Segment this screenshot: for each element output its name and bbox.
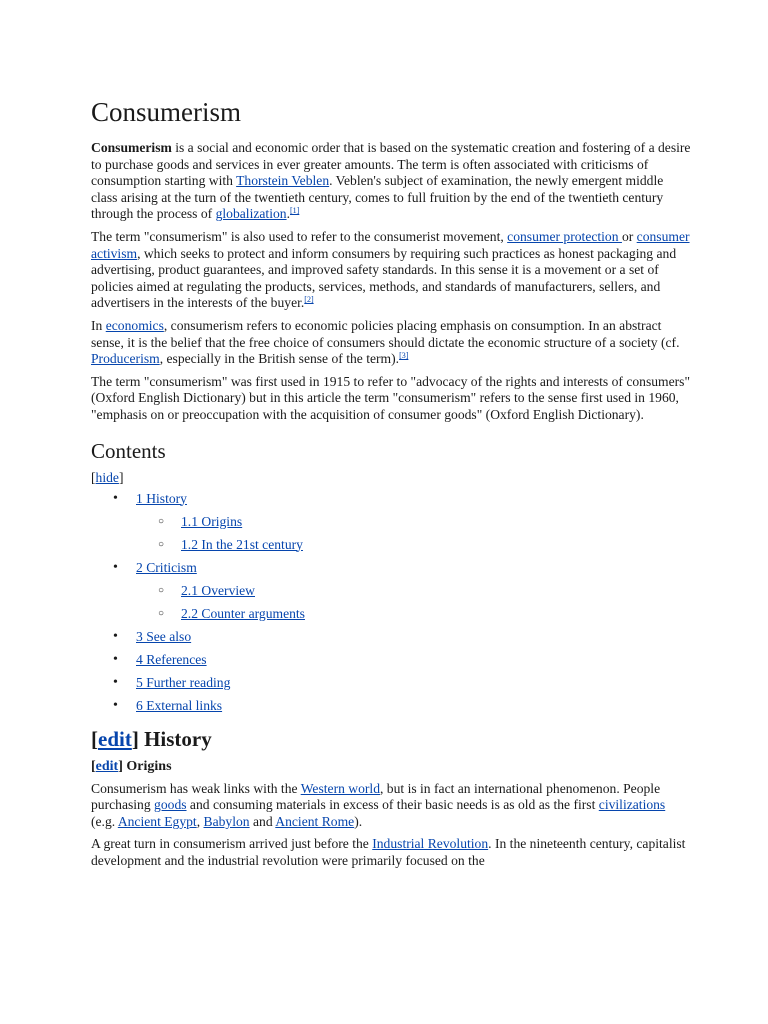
toc-item (91, 560, 691, 622)
contents-toggle: [hide] (91, 469, 124, 485)
link-thorstein-veblen[interactable]: Thorstein Veblen (236, 173, 330, 189)
article (91, 94, 691, 875)
toc-subitem (136, 606, 691, 622)
toc-item (91, 629, 691, 645)
toc-item (91, 675, 691, 691)
toc-link-counter-arguments[interactable]: 2.2 Counter arguments (181, 605, 305, 621)
intro-paragraph-4: The term "consumerism" was first used in 1915 to refer to "advocacy of the rights and interests of consumers" (Oxford English Dictionary) but in this article the term "consumerism" refers to the sense first used in 1960, "emphasis on or preoccupation with the acquisition of consumer goods" (Oxford English Dictionary). (91, 373, 691, 422)
link-producerism[interactable]: Producerism (91, 351, 160, 367)
link-economics[interactable]: economics (105, 317, 164, 333)
origins-paragraph-2: A great turn in consumerism arrived just before the Industrial Revolution. In the nineteenth century, capitalist development and the industrial revolution were primarily focused on the (91, 836, 686, 868)
toc-item (91, 652, 691, 668)
link-industrial-revolution[interactable]: Industrial Revolution (372, 836, 489, 852)
toc-item (91, 491, 691, 553)
origins-paragraph-1: Consumerism has weak links with the Western world, but is in fact an international phenomenon. People purchasing goods and consuming materials in excess of their basic needs is as old as the first civilizations (e.g. Ancient Egypt, Babylon and Ancient Rome). (91, 780, 666, 829)
toc-subitem (136, 514, 691, 530)
toc-link-criticism[interactable]: 2 Criticism (136, 559, 197, 575)
link-ancient-rome[interactable]: Ancient Rome (275, 813, 355, 829)
contents-heading: Contents (91, 438, 166, 463)
link-ancient-egypt[interactable]: Ancient Egypt (117, 813, 197, 829)
link-babylon[interactable]: Babylon (203, 813, 250, 829)
reference-link-3[interactable]: [3] (399, 351, 409, 361)
toc-link-origins[interactable]: 1.1 Origins (181, 513, 243, 529)
term-bold: Consumerism (91, 140, 172, 155)
intro-paragraph-3: In economics, consumerism refers to economic policies placing emphasis on consumption. In an abstract sense, it is the belief that the free choice of consumers should dictate the economic structure of a society (cf. Producerism, especially in the British sense of the term).[3] (91, 317, 680, 367)
link-goods[interactable]: goods (154, 797, 187, 813)
page-title: Consumerism (91, 97, 242, 127)
link-western-world[interactable]: Western world (300, 780, 380, 796)
reference-link-1[interactable]: [1] (289, 206, 300, 216)
toc-link-further-reading[interactable]: 5 Further reading (136, 674, 231, 690)
link-civilizations[interactable]: civilizations (598, 797, 666, 813)
toc-subitem (136, 583, 691, 599)
table-of-contents (91, 491, 691, 714)
toc-link-overview[interactable]: 2.1 Overview (181, 582, 255, 598)
toc-link-references[interactable]: 4 References (136, 651, 207, 667)
toc-link-see-also[interactable]: 3 See also (136, 628, 192, 644)
toc-link-external-links[interactable]: 6 External links (136, 697, 223, 713)
edit-history-link[interactable]: edit (98, 726, 132, 751)
link-globalization[interactable]: globalization (215, 206, 287, 222)
toc-subitem (136, 537, 691, 553)
history-heading: [edit] History (91, 726, 212, 751)
hide-contents-link[interactable]: hide (95, 469, 119, 485)
reference-link-2[interactable]: [2] (304, 295, 314, 305)
link-consumer-protection[interactable]: consumer protection (507, 228, 622, 244)
origins-heading: [edit] Origins (91, 758, 172, 774)
edit-origins-link[interactable]: edit (95, 758, 119, 774)
toc-link-history[interactable]: 1 History (136, 490, 187, 506)
toc-link-21st-century[interactable]: 1.2 In the 21st century (181, 536, 303, 552)
link-consumer-activism[interactable]: consumer activism (91, 228, 690, 261)
toc-item (91, 698, 691, 714)
intro-paragraph-2: The term "consumerism" is also used to refer to the consumerist movement, consumer protection or consumer activism, which seeks to protect and inform consumers by requiring such practices as honest packaging and advertising, product guarantees, and improved safety standards. In this sense it is a movement or a set of policies aimed at regulating the products, services, methods, and standards of manufacturers, sellers, and advertisers in the interests of the buyer.[2] (91, 228, 690, 311)
intro-paragraph-1: Consumerism is a social and economic order that is based on the systematic creation and fostering of a desire to purchase goods and services in ever greater amounts. The term is often associated with criticisms of consumption starting with Thorstein Veblen. Veblen's subject of examination, the newly emergent middle class arising at the turn of the twentieth century, comes to full fruition by the end of the twentieth century through the process of globalization.[1] (91, 140, 691, 222)
